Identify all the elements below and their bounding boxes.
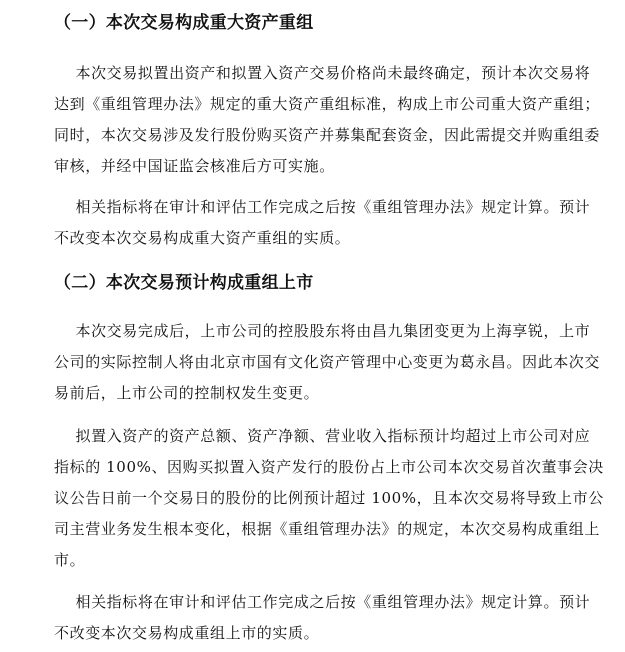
text-line: 同时，本次交易涉及发行股份购买资产并募集配套资金，因此需提交并购重组委 [54, 126, 601, 144]
text-line: 公司的实际控制人将由北京市国有文化资产管理中心变更为葛永昌。因此本次交 [54, 353, 601, 371]
section-heading-1: （一）本次交易构成重大资产重组 [54, 13, 314, 33]
text-line: 不改变本次交易构成重大资产重组的实质。 [54, 229, 351, 247]
text-line: 相关指标将在审计和评估工作完成之后按《重组管理办法》规定计算。预计 [54, 593, 591, 611]
paragraph-2-1 [54, 316, 601, 409]
text-line: 司主营业务发生根本变化，根据《重组管理办法》的规定，本次交易构成重组上 [54, 520, 601, 538]
text-line: 易前后，上市公司的控制权发生变更。 [54, 384, 320, 402]
text-line: 相关指标将在审计和评估工作完成之后按《重组管理办法》规定计算。预计 [54, 198, 591, 216]
text-line: 拟置入资产的资产总额、资产净额、营业收入指标预计均超过上市公司对应 [54, 427, 591, 445]
text-line: 市。 [54, 551, 86, 569]
section-heading-2: （二）本次交易预计构成重组上市 [54, 273, 314, 293]
text-line: 本次交易完成后，上市公司的控股股东将由昌九集团变更为上海享锐，上市 [54, 322, 591, 340]
text-line: 本次交易拟置出资产和拟置入资产交易价格尚未最终确定，预计本次交易将 [54, 64, 591, 82]
paragraph-1-1 [54, 58, 601, 182]
text-line: 议公告日前一个交易日的股份的比例预计超过 100%，且本次交易将导致上市公 [54, 489, 604, 507]
text-line: 达到《重组管理办法》规定的重大资产重组标准，构成上市公司重大资产重组； [54, 95, 601, 113]
paragraph-1-2 [54, 192, 591, 254]
text-line: 指标的 100%、因购买拟置入资产发行的股份占上市公司本次交易首次董事会决 [54, 458, 604, 476]
paragraph-2-2 [54, 421, 604, 576]
text-line: 不改变本次交易构成重组上市的实质。 [54, 624, 320, 642]
paragraph-2-3 [54, 587, 591, 649]
text-line: 审核，并经中国证监会核准后方可实施。 [54, 157, 335, 175]
